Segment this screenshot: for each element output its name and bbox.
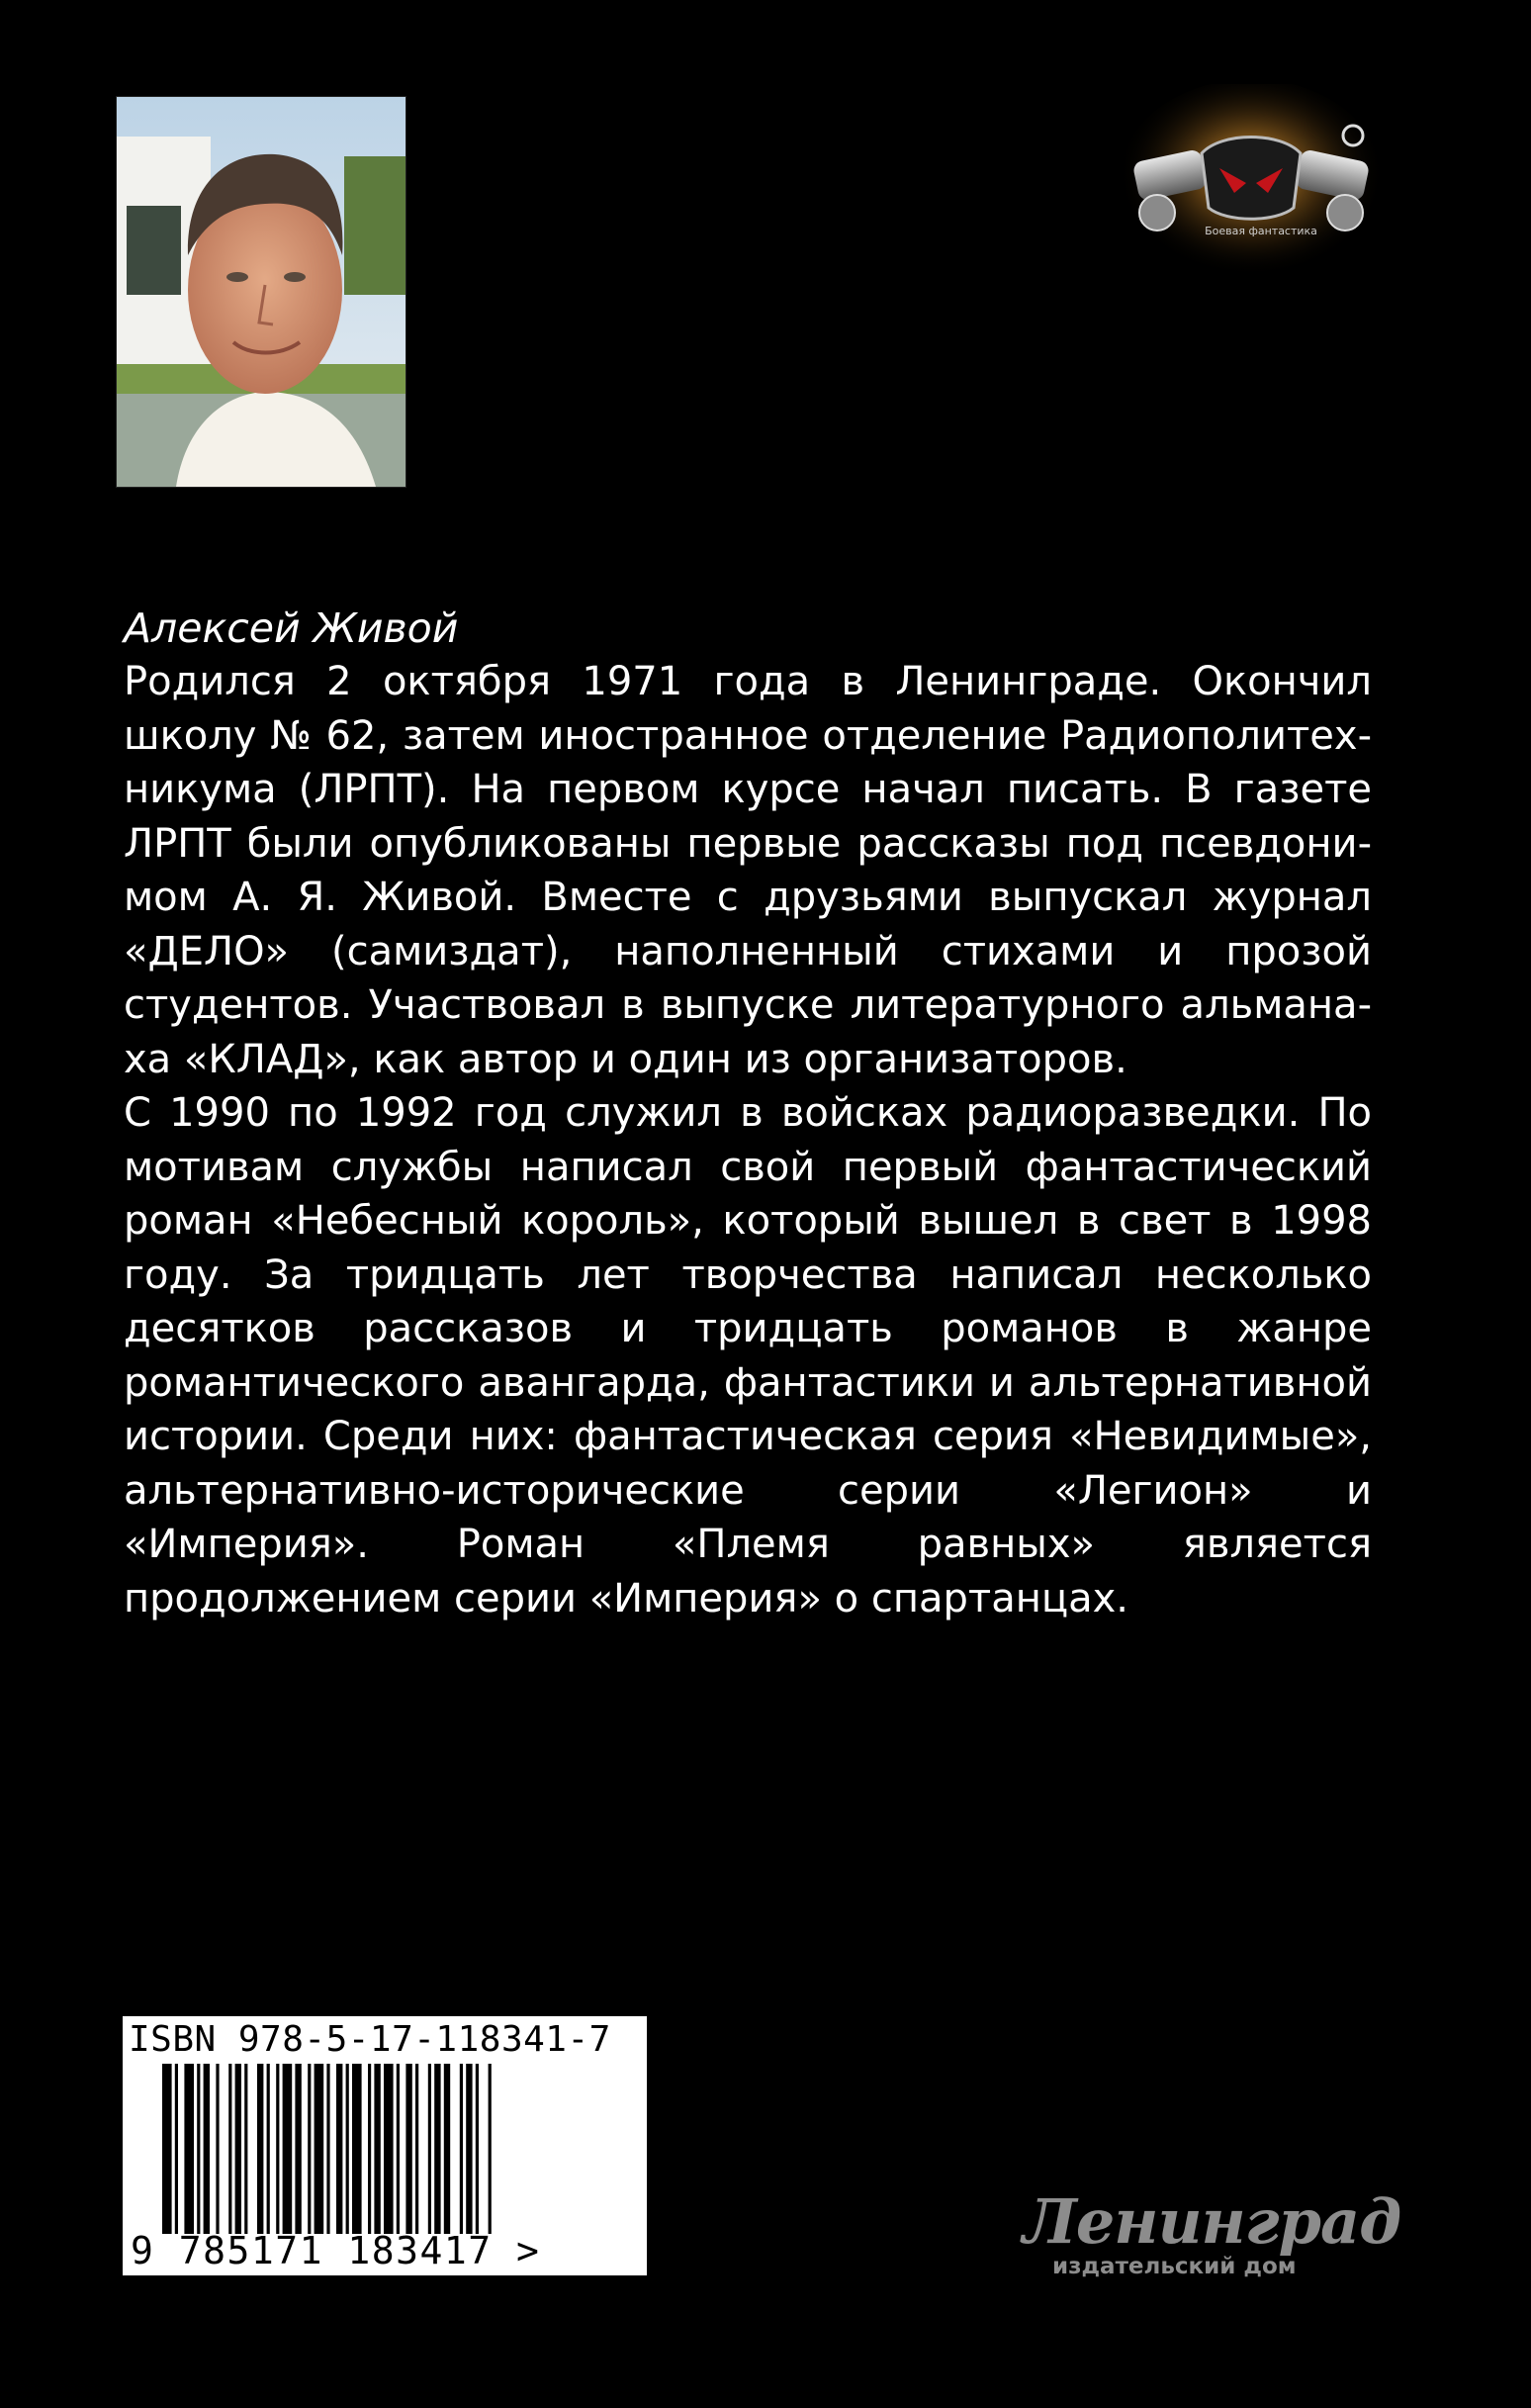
author-biography (124, 655, 1372, 1625)
author-photo (116, 96, 406, 488)
ean-digits: 9 785171 183417 > (131, 2229, 541, 2272)
bio-paragraph: Родился 2 октября 1971 года в Ленинграде. Окончил школу № 62, затем иностранное отделение Радиополитехникума (ЛРПТ). На первом курсе начал писать. В газете ЛРПТ были опубликованы первые рассказы под псевдонимом А. Я. Живой. Вместе с друзьями выпускал журнал «ДЕЛО» (самиздат), наполненный стихами и прозой студентов. Участвовал в выпуске литературного альманаха «КЛАД», как автор и один из организаторов. (124, 659, 1372, 1082)
barcode-bars (123, 2064, 647, 2234)
series-logo-text: Боевая фантастика (1205, 225, 1317, 237)
bio-paragraph: С 1990 по 1992 год служил в войсках радиоразведки. По мотивам службы написал свой первый фантастический роман «Небесный король», который вышел в свет в 1998 году. За тридцать лет творчества написал несколько десятков рассказов и тридцать романов в жанре романтического авангарда, фантастики и альтернативной истории. Среди них: фантастическая серия «Невидимые», альтернативно-исторические серии «Легион» и «Империя». Роман «Племя равных» является продолжением серии «Империя» о спартанцах. (124, 1090, 1372, 1621)
series-logo (1118, 84, 1385, 302)
isbn-number: ISBN 978-5-17-118341-7 (129, 2019, 611, 2060)
author-name: Алексей Живой (124, 604, 459, 652)
isbn-barcode (123, 2016, 647, 2275)
publisher-name: Ленинград (1023, 2185, 1401, 2258)
publisher-subtitle: издательский дом (1052, 2254, 1297, 2279)
publisher-logo (1019, 2185, 1401, 2295)
